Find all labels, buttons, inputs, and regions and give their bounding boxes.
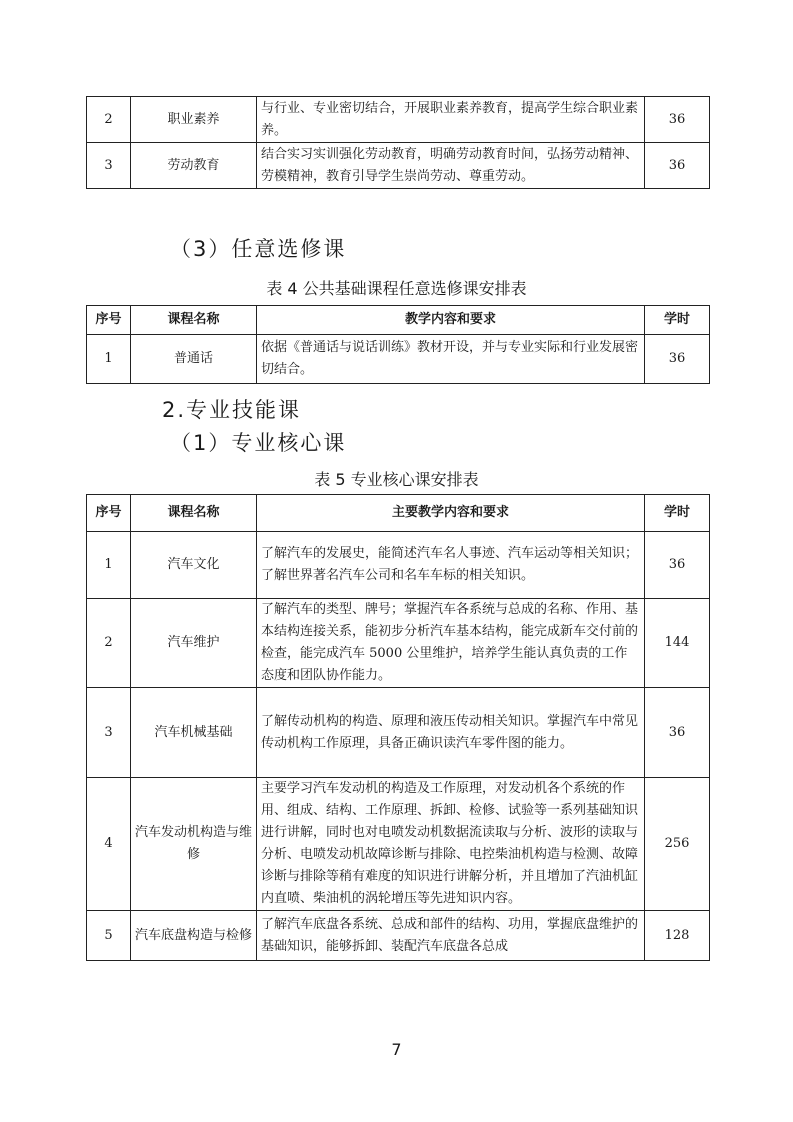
cell-no: 5	[87, 911, 131, 961]
cell-no: 3	[87, 143, 131, 189]
table-row	[87, 143, 710, 189]
table-row	[87, 97, 710, 143]
cell-name: 汽车发动机构造与维修	[131, 778, 257, 911]
cell-hours: 144	[645, 599, 710, 688]
header-name: 课程名称	[131, 495, 257, 532]
table-top	[86, 96, 710, 189]
cell-name: 汽车底盘构造与检修	[131, 911, 257, 961]
table-row	[87, 532, 710, 599]
table-header-row	[87, 306, 710, 335]
header-hours: 学时	[645, 495, 710, 532]
cell-content: 了解汽车底盘各系统、总成和部件的结构、功用，掌握底盘维护的基础知识，能够拆卸、装配汽车底盘各总成	[257, 911, 645, 961]
table-row	[87, 778, 710, 911]
header-no: 序号	[87, 306, 131, 335]
cell-name: 普通话	[131, 335, 257, 384]
cell-name: 汽车文化	[131, 532, 257, 599]
cell-content: 主要学习汽车发动机的构造及工作原理，对发动机各个系统的作用、组成、结构、工作原理、拆卸、检修、试验等一系列基础知识进行讲解，同时也对电喷发动机数据流读取与分析、波形的读取与分析、电喷发动机故障诊断与排除、电控柴油机构造与检测、故障诊断与排除等稍有难度的知识进行讲解分析，并且增加了汽油机缸内直喷、柴油机的涡轮增压等先进知识内容。	[257, 778, 645, 911]
table5	[86, 494, 710, 961]
table4	[86, 305, 710, 384]
cell-content: 了解汽车的类型、牌号；掌握汽车各系统与总成的名称、作用、基本结构连接关系，能初步分析汽车基本结构，能完成新车交付前的检查，能完成汽车 5000 公里维护，培养学生能认真负责的工作态度和团队协作能力。	[257, 599, 645, 688]
cell-hours: 36	[645, 688, 710, 778]
header-content: 主要教学内容和要求	[257, 495, 645, 532]
cell-hours: 36	[645, 532, 710, 599]
cell-no: 2	[87, 97, 131, 143]
table-row	[87, 688, 710, 778]
cell-content: 与行业、专业密切结合，开展职业素养教育，提高学生综合职业素养。	[257, 97, 645, 143]
heading-skill: 2.专业技能课	[162, 398, 302, 422]
cell-no: 3	[87, 688, 131, 778]
cell-no: 1	[87, 532, 131, 599]
cell-hours: 36	[645, 143, 710, 189]
page-number: 7	[391, 1040, 402, 1059]
cell-name: 职业素养	[131, 97, 257, 143]
cell-hours: 36	[645, 335, 710, 384]
header-content: 教学内容和要求	[257, 306, 645, 335]
header-no: 序号	[87, 495, 131, 532]
table-row	[87, 599, 710, 688]
cell-name: 汽车维护	[131, 599, 257, 688]
header-hours: 学时	[645, 306, 710, 335]
cell-content: 依据《普通话与说话训练》教材开设，并与专业实际和行业发展密切结合。	[257, 335, 645, 384]
cell-no: 4	[87, 778, 131, 911]
table-row	[87, 911, 710, 961]
cell-content: 了解汽车的发展史，能简述汽车名人事迹、汽车运动等相关知识；了解世界著名汽车公司和名车车标的相关知识。	[257, 532, 645, 599]
table5-caption: 表 5 专业核心课安排表	[314, 470, 479, 489]
cell-no: 2	[87, 599, 131, 688]
cell-name: 汽车机械基础	[131, 688, 257, 778]
header-name: 课程名称	[131, 306, 257, 335]
cell-hours: 36	[645, 97, 710, 143]
heading-elective: （3）任意选修课	[170, 237, 347, 261]
cell-hours: 256	[645, 778, 710, 911]
table-row	[87, 335, 710, 384]
cell-no: 1	[87, 335, 131, 384]
cell-name: 劳动教育	[131, 143, 257, 189]
table4-caption: 表 4 公共基础课程任意选修课安排表	[266, 279, 527, 298]
heading-core: （1）专业核心课	[170, 431, 347, 455]
cell-content: 结合实习实训强化劳动教育，明确劳动教育时间，弘扬劳动精神、劳模精神，教育引导学生崇尚劳动、尊重劳动。	[257, 143, 645, 189]
cell-content: 了解传动机构的构造、原理和液压传动相关知识。掌握汽车中常见传动机构工作原理，具备正确识读汽车零件图的能力。	[257, 688, 645, 778]
table-header-row	[87, 495, 710, 532]
cell-hours: 128	[645, 911, 710, 961]
